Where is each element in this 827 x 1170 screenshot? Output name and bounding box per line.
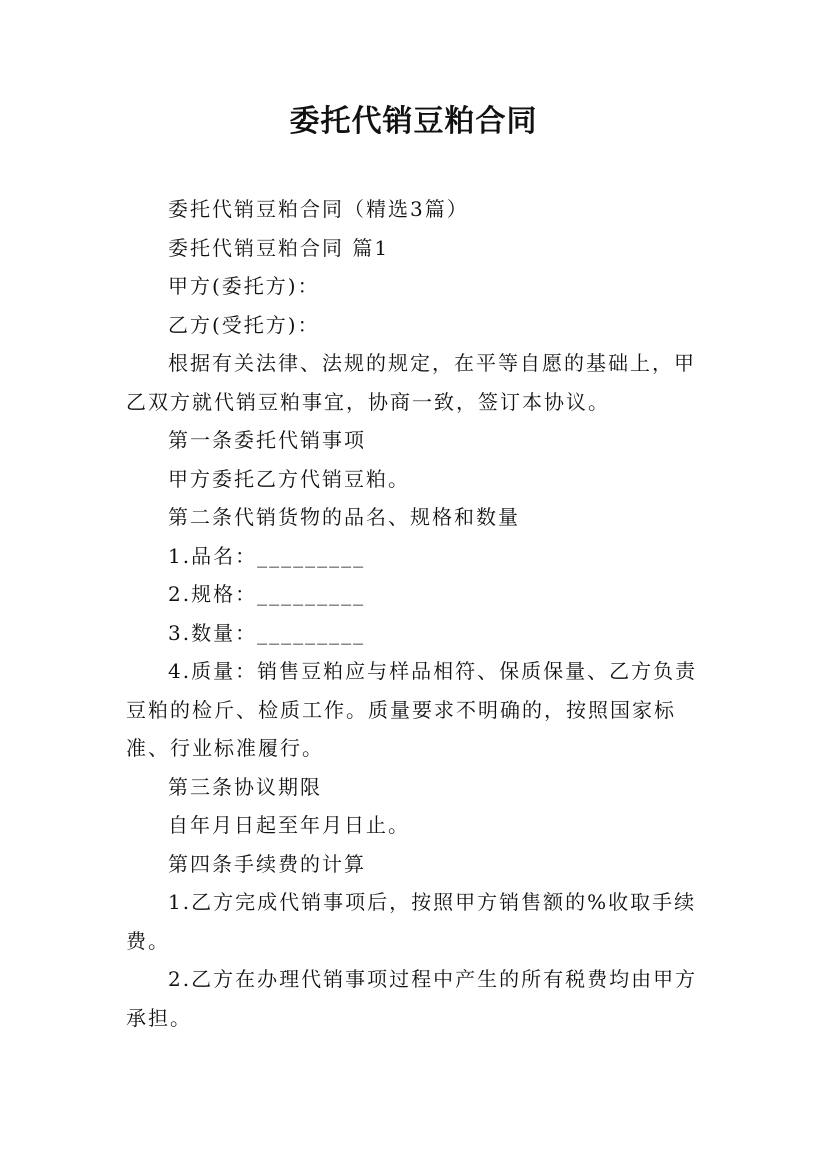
article-3-text: 自年月日起至年月日止。: [168, 813, 410, 837]
article-2-heading: 第二条代销货物的品名、规格和数量: [168, 505, 520, 529]
doc-heading-collection: 委托代销豆粕合同（精选3篇）: [168, 197, 469, 221]
doc-heading-part1: 委托代销豆粕合同 篇1: [168, 235, 390, 260]
preamble-paragraph: 根据有关法律、法规的规定，在平等自愿的基础上，甲乙双方就代销豆粕事宜，协商一致，签订本协议。: [126, 351, 696, 414]
article-1-text: 甲方委托乙方代销豆粕。: [168, 466, 410, 491]
document-title: 委托代销豆粕合同: [289, 104, 538, 139]
item-quality: 4.质量：销售豆粕应与样品相符、保质保量、乙方负责豆粕的检斤、检质工作。质量要求不明确的，按照国家标准、行业标准履行。: [126, 659, 698, 760]
article-4-item-1: 1.乙方完成代销事项后，按照甲方销售额的%收取手续费。: [126, 890, 697, 953]
item-quantity: 3.数量：_________: [168, 620, 366, 645]
article-1-heading: 第一条委托代销事项: [168, 428, 366, 452]
item-product-name: 1.品名：_________: [168, 543, 366, 568]
document-body: [126, 190, 704, 1037]
article-3-heading: 第三条协议期限: [168, 774, 322, 799]
party-a-line: 甲方(委托方)：: [168, 274, 320, 298]
article-4-heading: 第四条手续费的计算: [168, 851, 366, 876]
article-4-item-2: 2.乙方在办理代销事项过程中产生的所有税费均由甲方承担。: [126, 967, 698, 1030]
item-specification: 2.规格：_________: [168, 582, 366, 606]
party-b-line: 乙方(受托方)：: [168, 312, 320, 337]
